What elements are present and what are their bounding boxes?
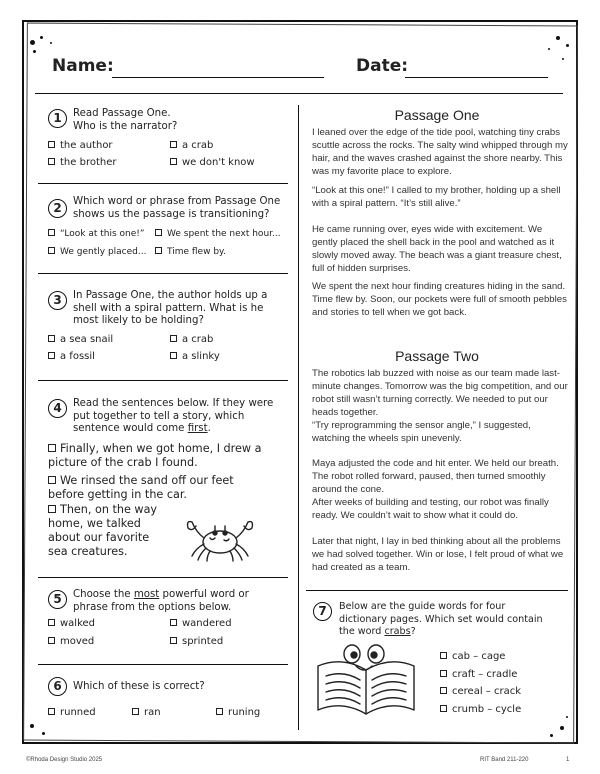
- question-number: 1: [48, 109, 67, 128]
- question-divider: [38, 380, 288, 381]
- date-field[interactable]: [405, 77, 548, 78]
- q7-option[interactable]: crumb – cycle: [440, 704, 521, 716]
- q1-option[interactable]: the brother: [48, 157, 116, 169]
- footer-page-number: 1: [566, 757, 570, 763]
- passage-paragraph: Maya adjusted the code and hit enter. We held our breath. The robot rolled forward, paused, then turned smoothly around the cone.: [312, 458, 559, 495]
- q7-option[interactable]: cereal – crack: [440, 686, 521, 698]
- q5-option[interactable]: wandered: [170, 618, 232, 630]
- question-number: 4: [48, 399, 67, 418]
- checkbox[interactable]: [48, 247, 55, 254]
- question-4-text: Read the sentences below. If they were put together to tell a story, which sentence would come first.: [73, 398, 274, 434]
- q4-option[interactable]: Finally, when we got home, I drew a picture of the crab I found.: [48, 442, 262, 469]
- q5-option[interactable]: sprinted: [170, 636, 223, 648]
- question-5-text: Choose the most powerful word or phrase from the options below.: [73, 589, 249, 613]
- q4-option[interactable]: Then, on the way home, we talked about our favorite sea creatures.: [48, 503, 158, 558]
- question-number: 7: [313, 602, 332, 621]
- question-number: 2: [48, 199, 67, 218]
- q7-option[interactable]: cab – cage: [440, 651, 505, 663]
- passage-divider: [306, 590, 568, 591]
- q6-option[interactable]: runned: [48, 707, 96, 719]
- checkbox[interactable]: [48, 619, 55, 626]
- question-3-text: In Passage One, the author holds up a shell with a spiral pattern. What is he most likely to be holding?: [73, 290, 268, 326]
- checkbox[interactable]: [48, 708, 55, 715]
- q2-option[interactable]: Time flew by.: [155, 246, 226, 258]
- checkbox[interactable]: [132, 708, 139, 715]
- q5-option[interactable]: moved: [48, 636, 94, 648]
- passage-paragraph: He came running over, eyes wide with excitement. We gently placed the shell back in the pool and watched as it slowly moved away. The beach was a giant treasure chest, full of hidden surprises.: [312, 224, 562, 274]
- checkbox[interactable]: [48, 444, 56, 452]
- q1-option[interactable]: we don't know: [170, 157, 255, 169]
- name-field[interactable]: [112, 77, 324, 78]
- q3-option[interactable]: a slinky: [170, 351, 220, 363]
- question-2-text: Which word or phrase from Passage One shows us the passage is transitioning?: [73, 196, 281, 220]
- q6-option[interactable]: runing: [216, 707, 260, 719]
- question-7-text: Below are the guide words for four dictionary pages. Which set would contain the word crabs?: [339, 601, 543, 637]
- checkbox[interactable]: [48, 476, 56, 484]
- q3-option[interactable]: a fossil: [48, 351, 95, 363]
- name-label: Name:: [52, 56, 114, 76]
- column-divider: [298, 105, 299, 730]
- question-number: 6: [48, 677, 67, 696]
- checkbox[interactable]: [170, 141, 177, 148]
- passage-paragraph: I leaned over the edge of the tide pool, watching tiny crabs scuttle across the rocks. The salty wind whipped through my hair, and the waves crashed against the shore nearby. This was my favorite place to explore.: [312, 127, 568, 177]
- passage-paragraph: “Try reprogramming the sensor angle,” I suggested, watching the wheels spin unevenly.: [312, 420, 531, 444]
- checkbox[interactable]: [440, 687, 447, 694]
- checkbox[interactable]: [48, 158, 55, 165]
- checkbox[interactable]: [48, 637, 55, 644]
- checkbox[interactable]: [155, 229, 162, 236]
- crab-icon: [182, 508, 258, 564]
- q1-option[interactable]: the author: [48, 140, 113, 152]
- checkbox[interactable]: [440, 705, 447, 712]
- checkbox[interactable]: [170, 637, 177, 644]
- checkbox[interactable]: [48, 335, 55, 342]
- checkbox[interactable]: [155, 247, 162, 254]
- checkbox[interactable]: [170, 335, 177, 342]
- q4-option[interactable]: We rinsed the sand off our feet before getting in the car.: [48, 474, 234, 501]
- passage-paragraph: Later that night, I lay in bed thinking about all the problems we had solved together. Win or lose, I felt proud of what we had created as a team.: [312, 536, 564, 573]
- passage-paragraph: We spent the next hour finding creatures hiding in the sand. Time flew by. Soon, our pockets were full of smooth pebbles and stories to tell when we got back.: [312, 281, 567, 318]
- checkbox[interactable]: [170, 619, 177, 626]
- q5-option[interactable]: walked: [48, 618, 95, 630]
- question-divider: [38, 273, 288, 274]
- checkbox[interactable]: [48, 505, 56, 513]
- q1-option[interactable]: a crab: [170, 140, 213, 152]
- passage-two-title: Passage Two: [395, 348, 479, 364]
- q3-option[interactable]: a crab: [170, 334, 213, 346]
- question-divider: [38, 577, 288, 578]
- q2-option[interactable]: “Look at this one!”: [48, 228, 145, 240]
- q6-option[interactable]: ran: [132, 707, 161, 719]
- footer-copyright: ©Rhoda Design Studio 2025: [26, 757, 103, 763]
- checkbox[interactable]: [48, 141, 55, 148]
- question-number: 3: [48, 291, 67, 310]
- date-label: Date:: [356, 56, 409, 76]
- q7-option[interactable]: craft – cradle: [440, 669, 517, 681]
- q3-option[interactable]: a sea snail: [48, 334, 113, 346]
- checkbox[interactable]: [170, 352, 177, 359]
- question-divider: [38, 664, 288, 665]
- question-number: 5: [48, 590, 67, 609]
- passage-paragraph: “Look at this one!” I called to my brother, holding up a shell with a spiral pattern. “It’s still alive.”: [312, 185, 561, 209]
- header-divider: [35, 93, 563, 94]
- checkbox[interactable]: [170, 158, 177, 165]
- question-1-text: Read Passage One. Who is the narrator?: [73, 108, 178, 132]
- checkbox[interactable]: [48, 229, 55, 236]
- checkbox[interactable]: [440, 652, 447, 659]
- checkbox[interactable]: [216, 708, 223, 715]
- passage-paragraph: After weeks of building and testing, our robot was finally ready. We couldn’t wait to show what it could do.: [312, 497, 549, 521]
- footer-band: RIT Band 211-220: [480, 757, 529, 763]
- q2-option[interactable]: We spent the next hour...: [155, 228, 281, 240]
- question-divider: [38, 183, 288, 184]
- q2-option[interactable]: We gently placed...: [48, 246, 146, 258]
- open-book-icon: [312, 640, 420, 720]
- passage-paragraph: The robotics lab buzzed with noise as our team made last-minute changes. Tomorrow was the big competition, and our robot still wasn’t turning correctly. We needed to put our heads together.: [312, 368, 568, 418]
- checkbox[interactable]: [440, 670, 447, 677]
- passage-one-title: Passage One: [394, 107, 480, 123]
- checkbox[interactable]: [48, 352, 55, 359]
- question-6-text: Which of these is correct?: [73, 681, 205, 692]
